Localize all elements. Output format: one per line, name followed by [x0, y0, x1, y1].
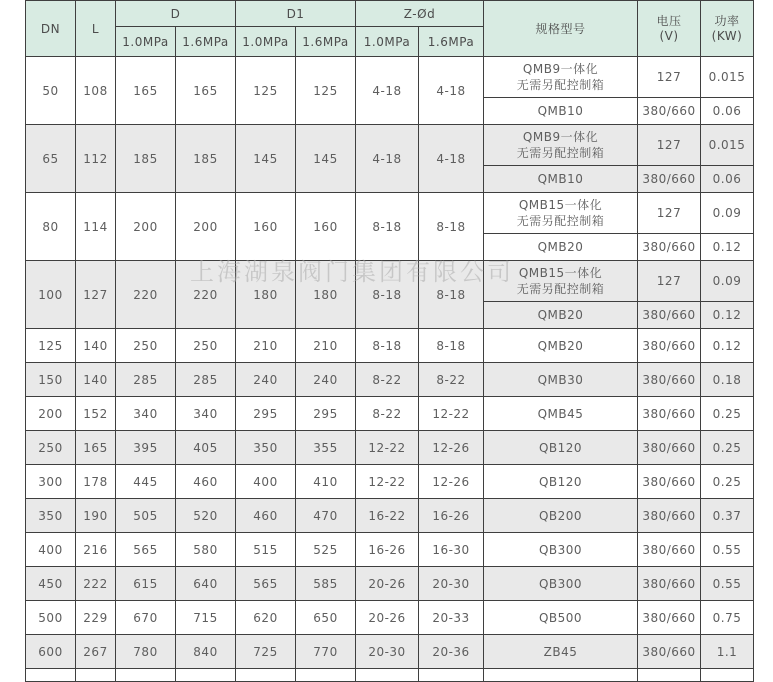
table-row: [26, 397, 754, 431]
table-header: [26, 1, 754, 57]
cell-z-1.6mpa: 12-26: [419, 465, 484, 499]
table-row: [26, 329, 754, 363]
cell-d1-1.6mpa: 145: [296, 125, 356, 193]
cell-d1-1.6mpa: 295: [296, 397, 356, 431]
cell-l: 140: [76, 329, 116, 363]
cell-l: 165: [76, 431, 116, 465]
table-row: [26, 601, 754, 635]
cell-d-1.0mpa: 185: [116, 125, 176, 193]
table-row: [26, 533, 754, 567]
cell-voltage: 380/660: [638, 533, 701, 567]
cell-voltage: 127: [638, 57, 701, 98]
cell-voltage: 380/660: [638, 635, 701, 669]
cell-spec-model: QB500: [484, 601, 638, 635]
cell-z-1.6mpa: 12-26: [419, 431, 484, 465]
cell-z-1.0mpa: 8-18: [356, 261, 419, 329]
cell-z-1.6mpa: 4-18: [419, 57, 484, 125]
cell-spec-model: QB300: [484, 533, 638, 567]
cell-d1-1.6mpa: 650: [296, 601, 356, 635]
cell-d-1.0mpa: 670: [116, 601, 176, 635]
cell-d-1.0mpa: 505: [116, 499, 176, 533]
cell-l: 267: [76, 635, 116, 669]
cell-l: 127: [76, 261, 116, 329]
cell-z-1.6mpa: 8-22: [419, 363, 484, 397]
cell-dn: 65: [26, 125, 76, 193]
cell-d-1.0mpa: 395: [116, 431, 176, 465]
cell-empty: [356, 669, 419, 682]
cell-d1-1.6mpa: 240: [296, 363, 356, 397]
cell-d-1.6mpa: 520: [176, 499, 236, 533]
cell-d1-1.6mpa: 410: [296, 465, 356, 499]
cell-d1-1.0mpa: 180: [236, 261, 296, 329]
cell-dn: 80: [26, 193, 76, 261]
table-row: [26, 363, 754, 397]
header-l: L: [76, 1, 116, 57]
cell-voltage: 380/660: [638, 601, 701, 635]
cell-dn: 300: [26, 465, 76, 499]
cell-dn: 50: [26, 57, 76, 125]
cell-d-1.6mpa: 250: [176, 329, 236, 363]
cell-d-1.6mpa: 840: [176, 635, 236, 669]
cell-d-1.0mpa: 780: [116, 635, 176, 669]
cell-z-1.0mpa: 8-22: [356, 397, 419, 431]
cell-z-1.0mpa: 4-18: [356, 57, 419, 125]
cell-d-1.6mpa: 285: [176, 363, 236, 397]
cell-d-1.0mpa: 285: [116, 363, 176, 397]
cell-z-1.0mpa: 20-26: [356, 601, 419, 635]
cell-dn: 450: [26, 567, 76, 601]
cell-z-1.6mpa: 12-22: [419, 397, 484, 431]
cell-l: 112: [76, 125, 116, 193]
cell-d1-1.6mpa: 125: [296, 57, 356, 125]
cell-l: 178: [76, 465, 116, 499]
cell-d-1.0mpa: 220: [116, 261, 176, 329]
cell-power: 0.12: [701, 302, 754, 329]
cell-d1-1.6mpa: 160: [296, 193, 356, 261]
cell-spec-model: ZB45: [484, 635, 638, 669]
table-row: [26, 465, 754, 499]
cell-power: 1.1: [701, 635, 754, 669]
cell-l: 190: [76, 499, 116, 533]
cell-d-1.0mpa: 165: [116, 57, 176, 125]
cell-d-1.0mpa: 565: [116, 533, 176, 567]
cell-l: 140: [76, 363, 116, 397]
cell-d1-1.0mpa: 565: [236, 567, 296, 601]
cell-spec-model: QMB10: [484, 166, 638, 193]
cell-d-1.0mpa: 200: [116, 193, 176, 261]
cell-voltage: 380/660: [638, 397, 701, 431]
cell-d-1.6mpa: 185: [176, 125, 236, 193]
cell-d-1.6mpa: 580: [176, 533, 236, 567]
cell-z-1.0mpa: 4-18: [356, 125, 419, 193]
cell-empty: [76, 669, 116, 682]
cell-d1-1.0mpa: 620: [236, 601, 296, 635]
cell-voltage: 127: [638, 261, 701, 302]
cell-dn: 400: [26, 533, 76, 567]
cell-z-1.6mpa: 16-30: [419, 533, 484, 567]
cell-voltage: 380/660: [638, 465, 701, 499]
cell-voltage: 380/660: [638, 302, 701, 329]
cell-spec-model: QMB20: [484, 329, 638, 363]
header-d1-1.0mpa: 1.0MPa: [236, 27, 296, 57]
cell-voltage: 380/660: [638, 98, 701, 125]
cell-d1-1.0mpa: 350: [236, 431, 296, 465]
cell-d1-1.0mpa: 210: [236, 329, 296, 363]
cell-empty: [638, 669, 701, 682]
header-spec-model: 规格型号: [484, 1, 638, 57]
cell-power: 0.12: [701, 329, 754, 363]
cell-d1-1.6mpa: 470: [296, 499, 356, 533]
header-voltage-label: 电压: [656, 13, 682, 28]
cell-spec-model: QMB10: [484, 98, 638, 125]
header-d1: D1: [236, 1, 356, 27]
cell-d1-1.6mpa: 210: [296, 329, 356, 363]
cell-power: 0.25: [701, 465, 754, 499]
cell-voltage: 380/660: [638, 329, 701, 363]
cell-d1-1.0mpa: 725: [236, 635, 296, 669]
cell-voltage: 380/660: [638, 234, 701, 261]
cell-empty: [419, 669, 484, 682]
header-z-1.6mpa: 1.6MPa: [419, 27, 484, 57]
cell-l: 229: [76, 601, 116, 635]
cell-d1-1.6mpa: 525: [296, 533, 356, 567]
cell-power: 0.75: [701, 601, 754, 635]
header-z-1.0mpa: 1.0MPa: [356, 27, 419, 57]
cell-empty: [484, 669, 638, 682]
cell-z-1.0mpa: 12-22: [356, 431, 419, 465]
cell-spec-model: QMB15一体化 无需另配控制箱: [484, 193, 638, 234]
cell-dn: 200: [26, 397, 76, 431]
cell-spec-model: QMB20: [484, 302, 638, 329]
cell-d-1.0mpa: 615: [116, 567, 176, 601]
cell-power: 0.55: [701, 567, 754, 601]
spec-table-container: [25, 0, 754, 682]
cell-d1-1.0mpa: 515: [236, 533, 296, 567]
header-power-label: 功率: [714, 13, 740, 28]
cell-voltage: 380/660: [638, 431, 701, 465]
table-row: [26, 261, 754, 302]
cell-d-1.0mpa: 340: [116, 397, 176, 431]
table-row: [26, 125, 754, 166]
cell-l: 152: [76, 397, 116, 431]
cell-d-1.6mpa: 165: [176, 57, 236, 125]
cell-z-1.0mpa: 8-22: [356, 363, 419, 397]
cell-empty: [176, 669, 236, 682]
cell-d1-1.6mpa: 355: [296, 431, 356, 465]
cell-z-1.6mpa: 16-26: [419, 499, 484, 533]
cell-voltage: 380/660: [638, 363, 701, 397]
cell-empty: [701, 669, 754, 682]
cell-d1-1.0mpa: 145: [236, 125, 296, 193]
spec-table-body: [26, 57, 754, 682]
cell-z-1.6mpa: 4-18: [419, 125, 484, 193]
cell-power: 0.55: [701, 533, 754, 567]
cell-power: 0.015: [701, 57, 754, 98]
cell-z-1.0mpa: 16-22: [356, 499, 419, 533]
cell-voltage: 127: [638, 125, 701, 166]
cell-dn: 600: [26, 635, 76, 669]
cell-d-1.0mpa: 250: [116, 329, 176, 363]
table-row: [26, 635, 754, 669]
cell-z-1.6mpa: 20-30: [419, 567, 484, 601]
cell-power: 0.25: [701, 397, 754, 431]
cell-voltage: 380/660: [638, 166, 701, 193]
cell-dn: 150: [26, 363, 76, 397]
table-row: [26, 567, 754, 601]
header-power: [701, 1, 754, 57]
table-row: [26, 57, 754, 98]
cell-z-1.0mpa: 12-22: [356, 465, 419, 499]
cell-d-1.6mpa: 640: [176, 567, 236, 601]
cell-z-1.0mpa: 16-26: [356, 533, 419, 567]
header-dn: DN: [26, 1, 76, 57]
cell-dn: 500: [26, 601, 76, 635]
cell-z-1.0mpa: 20-30: [356, 635, 419, 669]
table-row: [26, 499, 754, 533]
table-row: [26, 193, 754, 234]
cell-dn: 350: [26, 499, 76, 533]
cell-z-1.0mpa: 8-18: [356, 329, 419, 363]
cell-spec-model: QB300: [484, 567, 638, 601]
cell-d-1.6mpa: 460: [176, 465, 236, 499]
table-row-partial: [26, 669, 754, 682]
cell-d-1.6mpa: 405: [176, 431, 236, 465]
cell-z-1.0mpa: 20-26: [356, 567, 419, 601]
cell-power: 0.015: [701, 125, 754, 166]
cell-empty: [26, 669, 76, 682]
cell-l: 222: [76, 567, 116, 601]
cell-l: 114: [76, 193, 116, 261]
cell-power: 0.12: [701, 234, 754, 261]
cell-empty: [236, 669, 296, 682]
cell-z-1.6mpa: 8-18: [419, 261, 484, 329]
cell-empty: [116, 669, 176, 682]
cell-d1-1.0mpa: 400: [236, 465, 296, 499]
cell-spec-model: QB120: [484, 431, 638, 465]
cell-power: 0.18: [701, 363, 754, 397]
cell-d1-1.6mpa: 585: [296, 567, 356, 601]
cell-voltage: 380/660: [638, 567, 701, 601]
cell-spec-model: QMB15一体化 无需另配控制箱: [484, 261, 638, 302]
cell-spec-model: QMB30: [484, 363, 638, 397]
cell-d1-1.6mpa: 770: [296, 635, 356, 669]
cell-d-1.0mpa: 445: [116, 465, 176, 499]
cell-spec-model: QMB20: [484, 234, 638, 261]
cell-d1-1.6mpa: 180: [296, 261, 356, 329]
cell-d-1.6mpa: 200: [176, 193, 236, 261]
cell-dn: 250: [26, 431, 76, 465]
table-row: [26, 431, 754, 465]
cell-spec-model: QB120: [484, 465, 638, 499]
cell-power: 0.09: [701, 193, 754, 234]
cell-power: 0.37: [701, 499, 754, 533]
cell-z-1.6mpa: 20-33: [419, 601, 484, 635]
cell-power: 0.06: [701, 98, 754, 125]
cell-empty: [296, 669, 356, 682]
cell-d1-1.0mpa: 240: [236, 363, 296, 397]
cell-l: 216: [76, 533, 116, 567]
cell-spec-model: QMB9一体化 无需另配控制箱: [484, 125, 638, 166]
header-d1-1.6mpa: 1.6MPa: [296, 27, 356, 57]
spec-table: [25, 0, 754, 682]
cell-voltage: 380/660: [638, 499, 701, 533]
cell-d1-1.0mpa: 160: [236, 193, 296, 261]
cell-d-1.6mpa: 715: [176, 601, 236, 635]
cell-voltage: 127: [638, 193, 701, 234]
cell-spec-model: QMB9一体化 无需另配控制箱: [484, 57, 638, 98]
cell-dn: 125: [26, 329, 76, 363]
cell-z-1.6mpa: 20-36: [419, 635, 484, 669]
cell-spec-model: QB200: [484, 499, 638, 533]
cell-power: 0.09: [701, 261, 754, 302]
header-power-unit: (KW): [711, 28, 743, 43]
cell-d1-1.0mpa: 125: [236, 57, 296, 125]
header-voltage-unit: (V): [659, 28, 679, 43]
header-d: D: [116, 1, 236, 27]
cell-z-1.0mpa: 8-18: [356, 193, 419, 261]
cell-power: 0.06: [701, 166, 754, 193]
cell-l: 108: [76, 57, 116, 125]
cell-dn: 100: [26, 261, 76, 329]
cell-z-1.6mpa: 8-18: [419, 193, 484, 261]
cell-power: 0.25: [701, 431, 754, 465]
header-voltage: [638, 1, 701, 57]
cell-d-1.6mpa: 220: [176, 261, 236, 329]
cell-d1-1.0mpa: 295: [236, 397, 296, 431]
cell-d-1.6mpa: 340: [176, 397, 236, 431]
cell-spec-model: QMB45: [484, 397, 638, 431]
watermark-text: 上海湖泉阀门集团有限公司: [190, 258, 514, 286]
cell-z-1.6mpa: 8-18: [419, 329, 484, 363]
cell-d1-1.0mpa: 460: [236, 499, 296, 533]
header-d-1.0mpa: 1.0MPa: [116, 27, 176, 57]
header-d-1.6mpa: 1.6MPa: [176, 27, 236, 57]
header-z-od: Z-Ød: [356, 1, 484, 27]
